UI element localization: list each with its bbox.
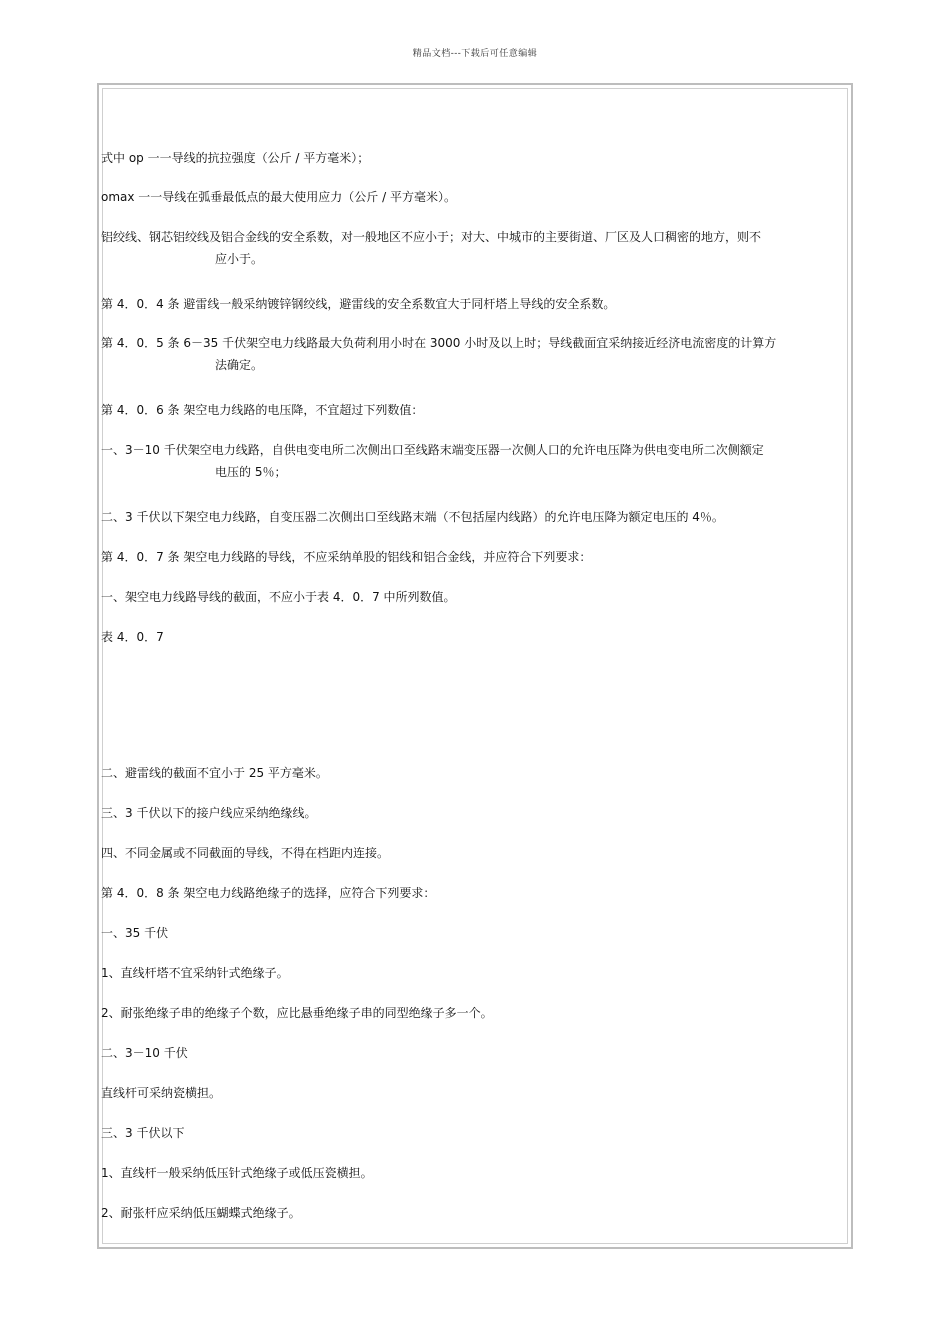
paragraph-text: omax 一一导线在弧垂最低点的最大使用应力（公斤 / 平方毫米）。 [101,190,456,204]
insulator-heading-35kv [101,922,846,944]
paragraph-text: 2、耐张绝缘子串的绝缘子个数，应比悬垂绝缘子串的同型绝缘子多一个。 [101,1006,493,1020]
formula-note-op [101,147,846,169]
paragraph-text: 铝绞线、钢芯铝绞线及铝合金线的安全系数，对一般地区不应小于；对大、中城市的主要街道、厂区及人口稠密的地方，则不 [101,230,762,244]
paragraph-text: 一、架空电力线路导线的截面，不应小于表 4．0．7 中所列数值。 [101,590,456,604]
paragraph-text: 一、3－10 千伏架空电力线路，自供电变电所二次侧出口至线路末端变压器一次侧人口的允许电压降为供电变电所二次侧额定 [101,443,764,457]
paragraph-text: 表 4．0．7 [101,630,164,644]
paragraph-text: 第 4．0．6 条 架空电力线路的电压降，不宜超过下列数值： [101,403,424,417]
article-4-0-4 [101,293,846,315]
header-note: 精品文档---下载后可任意编辑 [412,49,538,59]
insulator-below-3kv-item-2 [101,1202,846,1224]
conductor-item-4 [101,842,846,864]
paragraph-text: 四、不同金属或不同截面的导线，不得在档距内连接。 [101,846,390,860]
table-caption [101,626,846,648]
article-4-0-7 [101,546,846,568]
insulator-heading-below-3kv [101,1122,846,1144]
article-4-0-8 [101,882,846,904]
paragraph-text: 一、35 千伏 [101,926,169,940]
paragraph-text: 式中 op 一一导线的抗拉强度（公斤 / 平方毫米）； [101,151,370,165]
formula-note-omax [101,186,846,208]
paragraph-text: 1、直线杆塔不宜采纳针式绝缘子。 [101,966,289,980]
article-4-0-6 [101,399,846,421]
paragraph-text: 2、耐张杆应采纳低压蝴蝶式绝缘子。 [101,1206,301,1220]
paragraph-text: 三、3 千伏以下的接户线应采纳绝缘线。 [101,806,317,820]
insulator-heading-3-10kv [101,1042,846,1064]
article-4-0-5 [101,332,846,376]
safety-factor-paragraph [101,226,846,270]
insulator-below-3kv-item-1 [101,1162,846,1184]
paragraph-text: 第 4．0．5 条 6－35 千伏架空电力线路最大负荷利用小时在 3000 小时及以上时；导线截面宜采纳接近经济电流密度的计算方 [101,336,777,350]
insulator-35kv-item-2 [101,1002,846,1024]
paragraph-continuation: 法确定。 [215,358,264,372]
insulator-3-10kv-item [101,1082,846,1104]
voltage-drop-item-1 [101,439,846,483]
conductor-item-3 [101,802,846,824]
paragraph-continuation: 电压的 5％； [215,465,287,479]
paragraph-text: 第 4．0．7 条 架空电力线路的导线，不应采纳单股的铝线和铝合金线，并应符合下列要求： [101,550,592,564]
conductor-item-2 [101,762,846,784]
paragraph-text: 1、直线杆一般采纳低压针式绝缘子或低压瓷横担。 [101,1166,373,1180]
paragraph-text: 二、3 千伏以下架空电力线路，自变压器二次侧出口至线路末端（不包括屋内线路）的允许电压降为额定电压的 4％。 [101,510,724,524]
paragraph-text: 第 4．0．8 条 架空电力线路绝缘子的选择，应符合下列要求： [101,886,436,900]
paragraph-text: 二、避雷线的截面不宜小于 25 平方毫米。 [101,766,328,780]
paragraph-text: 三、3 千伏以下 [101,1126,185,1140]
paragraph-text: 二、3－10 千伏 [101,1046,188,1060]
conductor-item-1 [101,586,846,608]
insulator-35kv-item-1 [101,962,846,984]
paragraph-text: 第 4．0．4 条 避雷线一般采纳镀锌钢绞线，避雷线的安全系数宜大于同杆塔上导线的安全系数。 [101,297,616,311]
paragraph-continuation: 应小于。 [215,252,264,266]
paragraph-text: 直线杆可采纳瓷横担。 [101,1086,222,1100]
voltage-drop-item-2 [101,506,846,528]
